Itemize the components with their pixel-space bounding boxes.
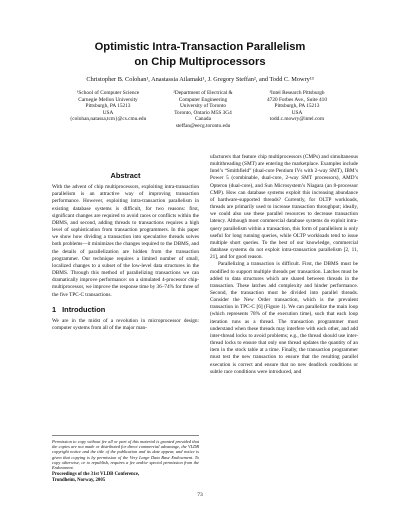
right-column xyxy=(210,154,358,376)
affiliation-line: ²Department of Electrical & xyxy=(173,90,233,96)
affiliation-email: steffan@eecg.toronto.edu xyxy=(175,122,231,129)
affiliation-toronto xyxy=(158,90,248,130)
left-column xyxy=(52,172,199,332)
affiliation-email: {colohan,natassa,tcm}@cs.cmu.edu xyxy=(69,116,147,123)
affiliation-intel xyxy=(252,90,342,123)
intro-text: We are in the midst of a revolution in microprocessor design: computer systems from all of the major man- xyxy=(52,317,199,331)
affiliation-line: Canada xyxy=(195,116,211,123)
paper-title xyxy=(40,40,360,70)
affiliation-line: University of Toronto xyxy=(179,103,227,110)
affiliation-line: Toronto, Ontario M5S 3G4 xyxy=(174,109,232,116)
intro-paragraph-2: Parallelizing a transaction is difficult. First, the DBMS must be modified to support multiple threads per transaction. Latches must be added to data structures which are shared between threads in the transaction. These latches add complexity and hinder performance. Second, the transaction must be divided into parallel threads. Consider the New Order transaction, which is the prevalent transaction in TPC-C [6] (Figure 1). We can parallelize the main loop (which represents 78% of the execution time), such that each loop iteration runs as a thread. The transaction programmer must understand when these threads may interfere with each other, and add inter-thread locks to avoid problems; e.g., the thread should use inter-thread locks to ensure that only one thread updates the quantity of an item in the stock table at a time. Finally, the transaction programmer must test the new transaction to ensure that the resulting parallel execution is correct and ensure that no new deadlock conditions or subtle race conditions were introduced, and xyxy=(210,261,358,375)
abstract-text: With the advent of chip multiprocessors, exploiting intra-transaction parallelism is an attractive way of improving transaction performance. However, exploiting intra-transaction parallelism in existing database systems is difficult, for two reasons: first, significant changes are required to avoid races or conflicts within the DBMS, and second, adding threads to transactions requires a high level of sophistication from transaction programmers. In this paper we show how dividing a transaction into speculative threads solves both problems—it minimizes the changes required to the DBMS, and the details of parallelization are hidden from the transaction programmer. Our technique requires a limited number of small, localized changes to a subset of the low-level data structures in the DBMS. Through this method of parallelizing transactions we can dramatically improve performance: on a simulated 4-processor chip-multiprocessor, we improve the response time by 36–74% for three of the five TPC-C transactions. xyxy=(52,184,199,298)
permission-footnote xyxy=(52,435,199,483)
proceedings-line-1: Proceedings of the 31st VLDB Conference, xyxy=(52,472,140,478)
section-number: 1 xyxy=(52,304,57,314)
affiliation-line: Pittsburgh, PA 15213 xyxy=(274,103,320,110)
title-line-1: Optimistic Intra-Transaction Parallelism xyxy=(94,41,306,53)
affiliation-email: todd.c.mowry@intel.com xyxy=(269,116,325,123)
affiliation-line: Computer Engineering xyxy=(178,96,228,103)
page-number: 73 xyxy=(197,492,203,498)
affiliation-line: 4720 Forbes Ave., Suite 410 xyxy=(267,96,327,103)
affiliation-cmu xyxy=(60,90,156,123)
affiliation-line: USA xyxy=(102,109,114,116)
affiliation-line: Pittsburgh, PA 15213 xyxy=(85,103,131,110)
proceedings-info xyxy=(52,472,199,483)
author-list: Christopher B. Colohan¹, Anastassia Ailamaki¹, J. Gregory Steffan², and Todd C. Mowry¹³ xyxy=(86,76,314,83)
abstract-heading: Abstract xyxy=(110,171,141,180)
proceedings-line-2: Trondheim, Norway, 2005 xyxy=(52,477,106,483)
affiliation-line: ³Intel Research Pittsburgh xyxy=(269,90,325,96)
section-title: Introduction xyxy=(62,304,106,314)
affiliation-line: ¹School of Computer Science xyxy=(76,90,140,96)
permission-text: Permission to copy without fee all or part of this material is granted provided that the copies are not made or distributed for direct commercial advantage, the VLDB copyright notice and the title of the publication and its date appear, and notice is given that copying is by permission of the Very Large Data Base Endowment. To copy otherwise, or to republish, requires a fee and/or special permission from the Endowment. xyxy=(52,439,199,471)
intro-paragraph-1: ufacturers that feature chip multiprocessors (CMPs) and simultaneous multithreading (SMT) are entering the marketplace. Examples include Intel’s “Smithfield” (dual-core Pentium IVs with 2-way SMT), IBM’s Power 5 (combinable, dual-core, 2-way SMT processors), AMD’s Opteron (dual-core), and Sun Microsystem’s Niagara (an 8-processor CMP). How can database systems exploit this increasing abundance of hardware-supported threads? Currently, for OLTP workloads, threads are primarily used to increase transaction throughput; ideally, we could also use these parallel resources to decrease transaction latency. Although most commercial database systems do exploit intra-query parallelism within a transaction, this form of parallelism is only useful for long running queries, while OLTP workloads tend to issue multiple short queries. To the best of our knowledge, commercial database systems do not exploit intra-transaction parallelism [2, 11, 21], and for good reason. xyxy=(210,154,358,261)
section-heading-introduction xyxy=(52,306,199,313)
affiliation-line: USA xyxy=(291,109,303,116)
affiliation-line: Carnegie Mellon University xyxy=(78,96,138,103)
title-line-2: on Chip Multiprocessors xyxy=(134,56,266,68)
